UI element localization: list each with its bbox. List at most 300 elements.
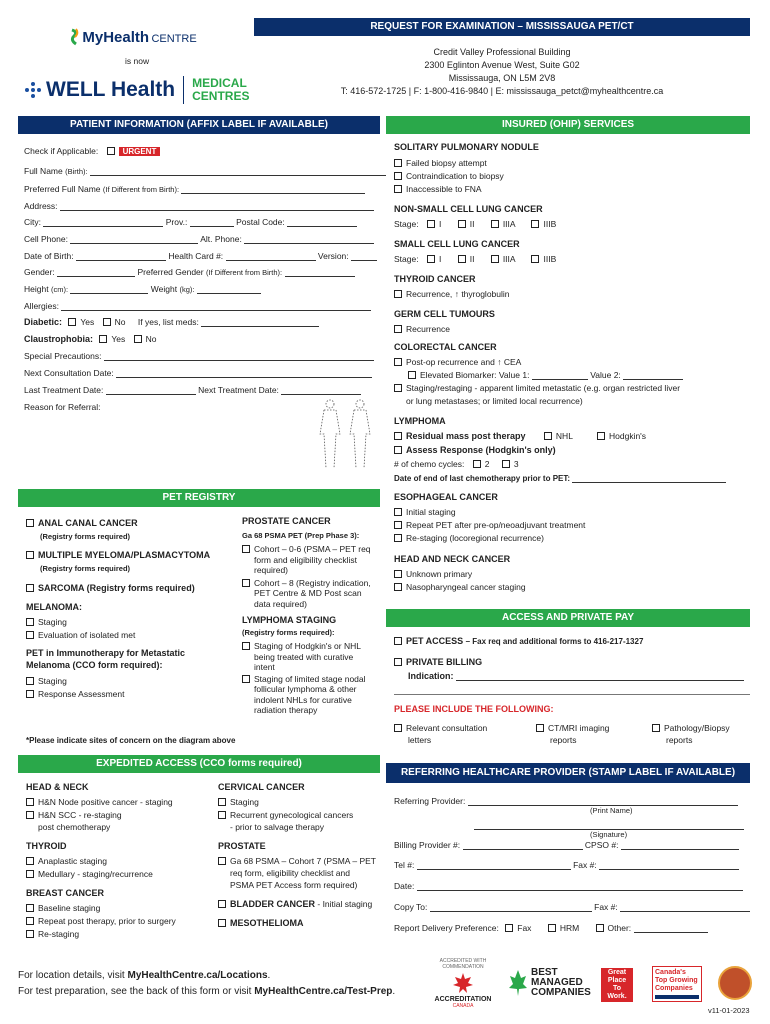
nsclc-stage-iiib[interactable]: [531, 220, 539, 228]
chemo-2: 2: [484, 459, 490, 469]
nsclc-stage-i-label: I: [438, 219, 442, 229]
urgent-checkbox[interactable]: [107, 147, 115, 155]
headneck-title: HEAD AND NECK CANCER: [394, 554, 511, 564]
lymph-staging-sub: (Registry forms required):: [242, 627, 335, 637]
colorectal-title: COLORECTAL CANCER: [394, 342, 497, 352]
nsclc-stage-iiib-label: IIIB: [543, 219, 557, 229]
indication-label: Indication:: [408, 671, 454, 681]
claus-yes-checkbox[interactable]: [99, 335, 107, 343]
esoph-title: ESOPHAGEAL CANCER: [394, 492, 498, 502]
exp-headneck-title: HEAD & NECK: [26, 782, 89, 792]
pet-access-rest: – Fax req and additional forms to 416-217-1327: [465, 637, 644, 646]
accreditation-logo: [430, 958, 496, 1009]
cervical-checkbox-1[interactable]: [218, 798, 226, 806]
print-name-caption: (Print Name): [590, 806, 633, 815]
billing-label: Billing Provider #:: [394, 840, 461, 850]
nsclc-stage-ii[interactable]: [458, 220, 466, 228]
assess-response-checkbox[interactable]: [394, 446, 402, 454]
weight-sub: (kg):: [179, 285, 195, 294]
headneck-item-1: Unknown primary: [406, 569, 473, 579]
cell-label: Cell Phone:: [24, 234, 68, 244]
myhealth-logo-icon: [70, 28, 80, 46]
spn-item-3: Inaccessible to FNA: [406, 184, 482, 194]
diabetic-no: No: [114, 317, 126, 327]
immuno-item-1: Staging: [38, 676, 67, 686]
full-name-field[interactable]: [90, 167, 386, 176]
breast-item-2: Repeat post therapy, prior to surgery: [38, 916, 176, 926]
hn-checkbox-1[interactable]: [26, 798, 34, 806]
exp-thyroid-item-2: Medullary - staging/recurrence: [38, 869, 153, 879]
breast-checkbox-3[interactable]: [26, 930, 34, 938]
esoph-checkbox-2[interactable]: [394, 521, 402, 529]
request-title: REQUEST FOR EXAMINATION – MISSISSAUGA PET/CT: [254, 18, 750, 36]
melanoma-item-1: Staging: [38, 617, 67, 627]
myhealth-brand: MyHealth: [82, 29, 150, 46]
meds-field[interactable]: [201, 318, 319, 327]
prov-field[interactable]: [190, 218, 234, 227]
germ-recurrence: Recurrence: [406, 324, 450, 334]
date-label: Date:: [394, 881, 415, 891]
expedited-band: EXPEDITED ACCESS (CCO forms required): [18, 755, 380, 773]
best-line1: BEST: [531, 967, 558, 978]
city-field[interactable]: [43, 218, 163, 227]
date-end-chemo-field[interactable]: [572, 474, 726, 483]
registry-right-column: [242, 514, 382, 716]
chemo-3-checkbox[interactable]: [502, 460, 510, 468]
address-block: [254, 46, 750, 98]
cohort8-line1: Cohort – 8 (Registry indication,: [254, 577, 371, 588]
date-end-chemo: Date of end of last chemotherapy prior to PET:: [394, 474, 571, 483]
access-band: ACCESS AND PRIVATE PAY: [386, 609, 750, 627]
sclc-stage-i-label: I: [438, 254, 442, 264]
address-label: Address:: [24, 201, 58, 211]
precautions-field[interactable]: [104, 352, 374, 361]
date-field[interactable]: [417, 882, 743, 891]
hodg-line1: Staging of Hodgkin's or NHL: [254, 641, 361, 651]
value1-field[interactable]: [532, 371, 588, 380]
cohort06-line1: Cohort – 0-6 (PSMA – PET req: [254, 544, 371, 554]
breast-item-3: Re-staging: [38, 929, 80, 939]
expedited-section: [26, 782, 380, 952]
gptw-line4: Work.: [607, 993, 627, 1000]
footer-line2: [18, 984, 395, 1000]
claus-no: No: [145, 334, 157, 344]
sclc-title: SMALL CELL LUNG CANCER: [394, 239, 520, 249]
referring-provider-label: Referring Provider:: [394, 796, 466, 806]
full-name-sub: (Birth):: [65, 167, 88, 176]
next-treatment-label: Next Treatment Date:: [198, 385, 279, 395]
next-consult-field[interactable]: [116, 369, 372, 378]
top-growing-logo: [652, 966, 702, 1002]
hn-item-2: H&N SCC - re-staging: [38, 810, 122, 820]
relevant-line2: letters: [408, 735, 432, 745]
headneck-checkbox-2[interactable]: [394, 583, 402, 591]
referring-section: [394, 792, 750, 942]
address-line3: Mississauga, ON L5M 2V8: [448, 73, 556, 83]
version-field[interactable]: [351, 252, 377, 261]
sclc-stage-ii[interactable]: [458, 255, 466, 263]
health-card-field[interactable]: [226, 252, 316, 261]
is-now-text: is now: [125, 56, 150, 66]
growing-line2: Top Growing: [655, 977, 698, 984]
spn-checkbox-2[interactable]: [394, 172, 402, 180]
staging-restaging-checkbox[interactable]: [394, 384, 402, 392]
footer-line1-text: For location details, visit: [18, 970, 128, 981]
registry-section: [26, 514, 380, 750]
hodg-line3: intent: [254, 662, 275, 672]
growing-line3: Companies: [655, 985, 693, 992]
sclc-stage-iiib[interactable]: [531, 255, 539, 263]
please-include: PLEASE INCLUDE THE FOLLOWING:: [394, 704, 554, 714]
myhealth-logo: [70, 28, 197, 46]
sclc-stage-ii-label: II: [469, 254, 475, 264]
hodgkins: Hodgkin's: [609, 431, 647, 441]
reason-label: Reason for Referral:: [24, 402, 101, 412]
cervical-recurrent: Recurrent gynecological cancers: [230, 810, 354, 820]
prostate-sub: Ga 68 PSMA PET (Prep Phase 3):: [242, 530, 360, 540]
chemo-cycles-label: # of chemo cycles:: [394, 459, 465, 469]
last-treatment-field[interactable]: [106, 386, 196, 395]
immuno-checkbox-2[interactable]: [26, 690, 34, 698]
claus-no-checkbox[interactable]: [134, 335, 142, 343]
cea: CEA: [503, 357, 522, 367]
lim-line2: follicular lymphoma & other: [254, 684, 357, 694]
delivery-hrm-checkbox[interactable]: [548, 924, 556, 932]
melanoma-checkbox-1[interactable]: [26, 618, 34, 626]
fax2-field[interactable]: [620, 903, 750, 912]
signature-caption: (Signature): [590, 830, 628, 839]
patho-line2: reports: [666, 735, 693, 745]
sclc-stage-iiia[interactable]: [491, 255, 499, 263]
headneck-checkbox-1[interactable]: [394, 570, 402, 578]
ga68-line2: req form, eligibility checklist and: [230, 868, 350, 878]
medical-centres-line2: CENTRES: [192, 89, 250, 103]
ga68-checkbox[interactable]: [218, 857, 226, 865]
esoph-item-3: Re-staging (locoregional recurrence): [406, 533, 544, 543]
nsclc-title: NON-SMALL CELL LUNG CANCER: [394, 204, 543, 214]
spn-item-2: Contraindication to biopsy: [406, 171, 504, 181]
allergies-label: Allergies:: [24, 301, 59, 311]
anal-checkbox[interactable]: [26, 519, 34, 527]
chemo-2-checkbox[interactable]: [473, 460, 481, 468]
hodgkins-checkbox[interactable]: [597, 432, 605, 440]
dob-field[interactable]: [76, 252, 166, 261]
relevant-line1: Relevant consultation: [406, 723, 488, 733]
staging-restaging: Staging/restaging - apparent limited metastatic (e.g. organ restricted liver: [406, 383, 681, 393]
patient-section: [24, 140, 380, 480]
sclc-stage-label: Stage:: [394, 254, 419, 264]
gptw-line1: Great: [607, 969, 627, 976]
germ-title: GERM CELL TUMOURS: [394, 309, 495, 319]
esoph-item-1: Initial staging: [406, 507, 456, 517]
lymphoma-title: LYMPHOMA: [394, 416, 446, 426]
billing-field[interactable]: [463, 841, 583, 850]
copy-to-field[interactable]: [430, 903, 592, 912]
residual-mass-checkbox[interactable]: [394, 432, 402, 440]
nhl: NHL: [555, 431, 573, 441]
test-prep-link[interactable]: MyHealthCentre.ca/Test-Prep: [254, 986, 393, 997]
cohort8-checkbox[interactable]: [242, 579, 250, 587]
breast-checkbox-1[interactable]: [26, 904, 34, 912]
colorectal-postop-checkbox[interactable]: [394, 358, 402, 366]
immuno-checkbox-1[interactable]: [26, 677, 34, 685]
indication-field[interactable]: [456, 672, 744, 681]
meds-label: If yes, list meds:: [137, 317, 199, 327]
award-seal-icon: [718, 966, 752, 1000]
dob-label: Date of Birth:: [24, 251, 74, 261]
delivery-fax-checkbox[interactable]: [505, 924, 513, 932]
delivery-other-checkbox[interactable]: [596, 924, 604, 932]
value2-label: Value 2:: [590, 370, 621, 380]
staging-restaging-2: or lung metastases; or limited local recurrence): [406, 396, 583, 406]
gender-field[interactable]: [57, 268, 135, 277]
exp-thyroid-checkbox-1[interactable]: [26, 857, 34, 865]
gender-label: Gender:: [24, 267, 55, 277]
weight-label: Weight: [150, 284, 178, 294]
tel-field[interactable]: [417, 861, 571, 870]
germ-recurrence-checkbox[interactable]: [394, 325, 402, 333]
preferred-gender-label: Preferred Gender: [137, 267, 204, 277]
footer-text: [18, 968, 395, 1000]
ga68-line3: PSMA PET Access form required): [230, 880, 358, 890]
breast-checkbox-2[interactable]: [26, 917, 34, 925]
referring-band: REFERRING HEALTHCARE PROVIDER (STAMP LABEL IF AVAILABLE): [386, 763, 750, 783]
allergies-field[interactable]: [61, 302, 371, 311]
patho-line1: Pathology/Biopsy: [664, 723, 730, 733]
footer-line1: [18, 968, 395, 984]
print-name-field[interactable]: [468, 797, 738, 806]
lim-line4: radiation therapy: [254, 705, 318, 715]
alt-phone-field[interactable]: [244, 235, 374, 244]
contact-line: T: 416-572-1725 | F: 1-800-416-9840 | E: mississauga_petct@myhealthcentre.ca: [340, 86, 664, 96]
cpso-label: CPSO #:: [584, 840, 619, 850]
exp-cervical-title: CERVICAL CANCER: [218, 782, 305, 792]
access-divider: [394, 694, 750, 695]
elevated-bio: Elevated Biomarker: Value 1:: [420, 370, 530, 380]
diabetic-no-checkbox[interactable]: [103, 318, 111, 326]
preferred-name-field[interactable]: [181, 185, 365, 194]
colorectal-postop: Post-op recurrence and: [406, 357, 495, 367]
meso-title: MESOTHELIOMA: [230, 918, 304, 928]
melanoma-title: MELANOMA:: [26, 602, 82, 612]
cervical-recurrent-2: - prior to salvage therapy: [230, 822, 325, 832]
esoph-checkbox-1[interactable]: [394, 508, 402, 516]
bladder-rest: - Initial staging: [317, 899, 373, 909]
body-diagram[interactable]: [314, 398, 378, 472]
spn-title: SOLITARY PULMONARY NODULE: [394, 142, 539, 152]
nhl-checkbox[interactable]: [544, 432, 552, 440]
ctmri-line2: reports: [550, 735, 577, 745]
myeloma-title: MULTIPLE MYELOMA/PLASMACYTOMA: [38, 550, 211, 560]
esoph-item-2: Repeat PET after pre-op/neoadjuvant treatment: [406, 520, 586, 530]
height-field[interactable]: [70, 285, 148, 294]
nsclc-stage-label: Stage:: [394, 219, 419, 229]
fax-field[interactable]: [599, 861, 739, 870]
nsclc-stage-iiia-label: IIIA: [502, 219, 516, 229]
immuno-title-1: PET in Immunotherapy for Metastatic: [26, 648, 186, 658]
alt-phone-label: Alt. Phone:: [200, 234, 242, 244]
pet-access: PET ACCESS: [406, 636, 464, 646]
city-label: City:: [24, 217, 41, 227]
best-line2: MANAGED: [531, 977, 583, 988]
delivery-label: Report Delivery Preference:: [394, 923, 499, 933]
esoph-checkbox-3[interactable]: [394, 534, 402, 542]
delivery-fax: Fax: [517, 923, 532, 933]
prostate-title: PROSTATE CANCER: [242, 516, 331, 526]
melanoma-checkbox-2[interactable]: [26, 631, 34, 639]
spn-checkbox-1[interactable]: [394, 159, 402, 167]
private-billing-checkbox[interactable]: [394, 658, 402, 666]
best-line3: COMPANIES: [531, 987, 591, 998]
lim-line3: indolent NHLs for curative: [254, 694, 352, 705]
immuno-item-2: Response Assessment: [38, 689, 125, 699]
hodg-staging-checkbox[interactable]: [242, 642, 250, 650]
locations-link[interactable]: MyHealthCentre.ca/Locations: [127, 970, 268, 981]
up-arrow-icon: ↑: [497, 357, 502, 367]
exp-thyroid-title: THYROID: [26, 841, 67, 851]
address-line2: 2300 Eglinton Avenue West, Suite G02: [424, 60, 580, 70]
headneck-item-2: Nasopharyngeal cancer staging: [406, 582, 526, 592]
canada-text: CANADA: [452, 1003, 474, 1009]
insured-band: INSURED (OHIP) SERVICES: [386, 116, 750, 134]
exp-prostate-title: PROSTATE: [218, 841, 266, 851]
pet-registry-band: PET REGISTRY: [18, 489, 380, 507]
exp-breast-title: BREAST CANCER: [26, 888, 105, 898]
hn-item-1: H&N Node positive cancer - staging: [38, 797, 173, 807]
anal-title: ANAL CANAL CANCER: [38, 518, 138, 528]
residual-mass: Residual mass post therapy: [406, 431, 526, 441]
cell-field[interactable]: [70, 235, 198, 244]
sclc-stage-i[interactable]: [427, 255, 435, 263]
claustrophobia-label: Claustrophobia:: [24, 334, 93, 344]
address-line1: Credit Valley Professional Building: [433, 47, 571, 57]
patient-info-band: PATIENT INFORMATION (AFFIX LABEL IF AVAILABLE): [18, 116, 380, 134]
copy-to-label: Copy To:: [394, 902, 428, 912]
access-section: [394, 636, 750, 756]
gptw-line2: Place: [607, 977, 627, 984]
exp-thyroid-checkbox-2[interactable]: [26, 870, 34, 878]
fax-label: Fax #:: [573, 860, 597, 870]
hn-checkbox-2[interactable]: [26, 811, 34, 819]
patho-checkbox[interactable]: [652, 724, 660, 732]
limited-stage-checkbox[interactable]: [242, 675, 250, 683]
well-health-icon: [24, 81, 42, 99]
preferred-gender-sub: (If Different from Birth):: [206, 268, 283, 277]
myhealth-centre: CENTRE: [151, 33, 197, 45]
cervical-checkbox-2[interactable]: [218, 811, 226, 819]
registry-note: *Please indicate sites of concern on the diagram above: [26, 736, 236, 745]
best-managed-logo: [508, 968, 591, 998]
cpso-field[interactable]: [621, 841, 739, 850]
growing-line1: Canada's: [655, 969, 686, 976]
cohort8-line2: PET Centre & MD Post scan: [254, 588, 362, 598]
next-consult-label: Next Consultation Date:: [24, 368, 114, 378]
thyroid-recurrence-checkbox[interactable]: [394, 290, 402, 298]
hodg-line2: being treated with curative: [254, 651, 354, 662]
footer-line1-end: .: [267, 970, 271, 981]
myeloma-checkbox[interactable]: [26, 551, 34, 559]
sarcoma-title: SARCOMA (Registry forms required): [38, 583, 195, 593]
logo-divider: [183, 76, 184, 104]
sclc-stage-iiia-label: IIIA: [502, 254, 516, 264]
elevated-bio-checkbox[interactable]: [408, 371, 416, 379]
immuno-title-2: Melanoma (CCO form required):: [26, 660, 163, 670]
cohort06-checkbox[interactable]: [242, 545, 250, 553]
delivery-hrm: HRM: [559, 923, 580, 933]
chemo-3: 3: [513, 459, 519, 469]
claus-yes: Yes: [111, 334, 126, 344]
diabetic-yes-checkbox[interactable]: [68, 318, 76, 326]
footer-line2-end: .: [392, 986, 396, 997]
sclc-stage-iiib-label: IIIB: [543, 254, 557, 264]
bladder-title: BLADDER CANCER: [230, 899, 315, 909]
relevant-checkbox[interactable]: [394, 724, 402, 732]
signature-field[interactable]: [474, 821, 744, 830]
height-label: Height: [24, 284, 49, 294]
version-text: v11-01-2023: [708, 1006, 750, 1015]
bladder-checkbox[interactable]: [218, 900, 226, 908]
nsclc-stage-ii-label: II: [469, 219, 475, 229]
check-label: Check if Applicable:: [24, 146, 99, 156]
medical-centres: [192, 77, 249, 103]
preferred-gender-field[interactable]: [285, 268, 355, 277]
diabetic-label: Diabetic:: [24, 317, 63, 327]
thyroid-recurrence: Recurrence,: [406, 289, 453, 299]
next-treatment-field[interactable]: [281, 386, 361, 395]
preferred-name-label: Preferred Full Name: [24, 184, 101, 194]
thyroid-title: THYROID CANCER: [394, 274, 476, 284]
exp-thyroid-item-1: Anaplastic staging: [38, 856, 107, 866]
height-sub: (cm):: [50, 285, 69, 294]
tel-label: Tel #:: [394, 860, 415, 870]
ctmri-line1: CT/MRI imaging: [548, 723, 610, 733]
nsclc-stage-iiia[interactable]: [491, 220, 499, 228]
cervical-staging: Staging: [230, 797, 259, 807]
precautions-label: Special Precautions:: [24, 351, 102, 361]
cohort8-line3: data required): [254, 598, 307, 609]
address-field[interactable]: [60, 202, 374, 211]
weight-field[interactable]: [197, 285, 261, 294]
postal-label: Postal Code:: [236, 217, 285, 227]
well-health-name: WELL Health: [46, 78, 176, 101]
diabetic-yes: Yes: [80, 317, 95, 327]
accreditation-text: ACCREDITATION: [434, 996, 492, 1003]
delivery-other-field[interactable]: [634, 924, 708, 933]
meso-checkbox[interactable]: [218, 919, 226, 927]
maple-leaf-icon: [451, 972, 475, 994]
footer-line2-text: For test preparation, see the back of this form or visit: [18, 986, 255, 997]
health-card-label: Health Card #:: [168, 251, 224, 261]
value2-field[interactable]: [623, 371, 683, 380]
lim-line1: Staging of limited stage nodal: [254, 673, 366, 684]
growing-bar: [655, 995, 699, 999]
nsclc-stage-i[interactable]: [427, 220, 435, 228]
version-label: Version:: [317, 251, 349, 261]
anal-sub: (Registry forms required): [40, 532, 131, 541]
well-health-logo: [24, 76, 249, 104]
ga68-line1: Ga 68 PSMA – Cohort 7 (PSMA – PET: [230, 856, 376, 866]
postal-field[interactable]: [287, 218, 357, 227]
thyroglobulin: thyroglobulin: [461, 289, 510, 299]
delivery-other: Other:: [607, 923, 632, 933]
pet-access-checkbox[interactable]: [394, 637, 402, 645]
hn-post: post chemotherapy: [38, 822, 111, 832]
ctmri-checkbox[interactable]: [536, 724, 544, 732]
sarcoma-checkbox[interactable]: [26, 584, 34, 592]
prov-label: Prov.:: [165, 217, 188, 227]
spn-checkbox-3[interactable]: [394, 185, 402, 193]
cohort06-line2: form and eligibility checklist: [254, 554, 357, 565]
